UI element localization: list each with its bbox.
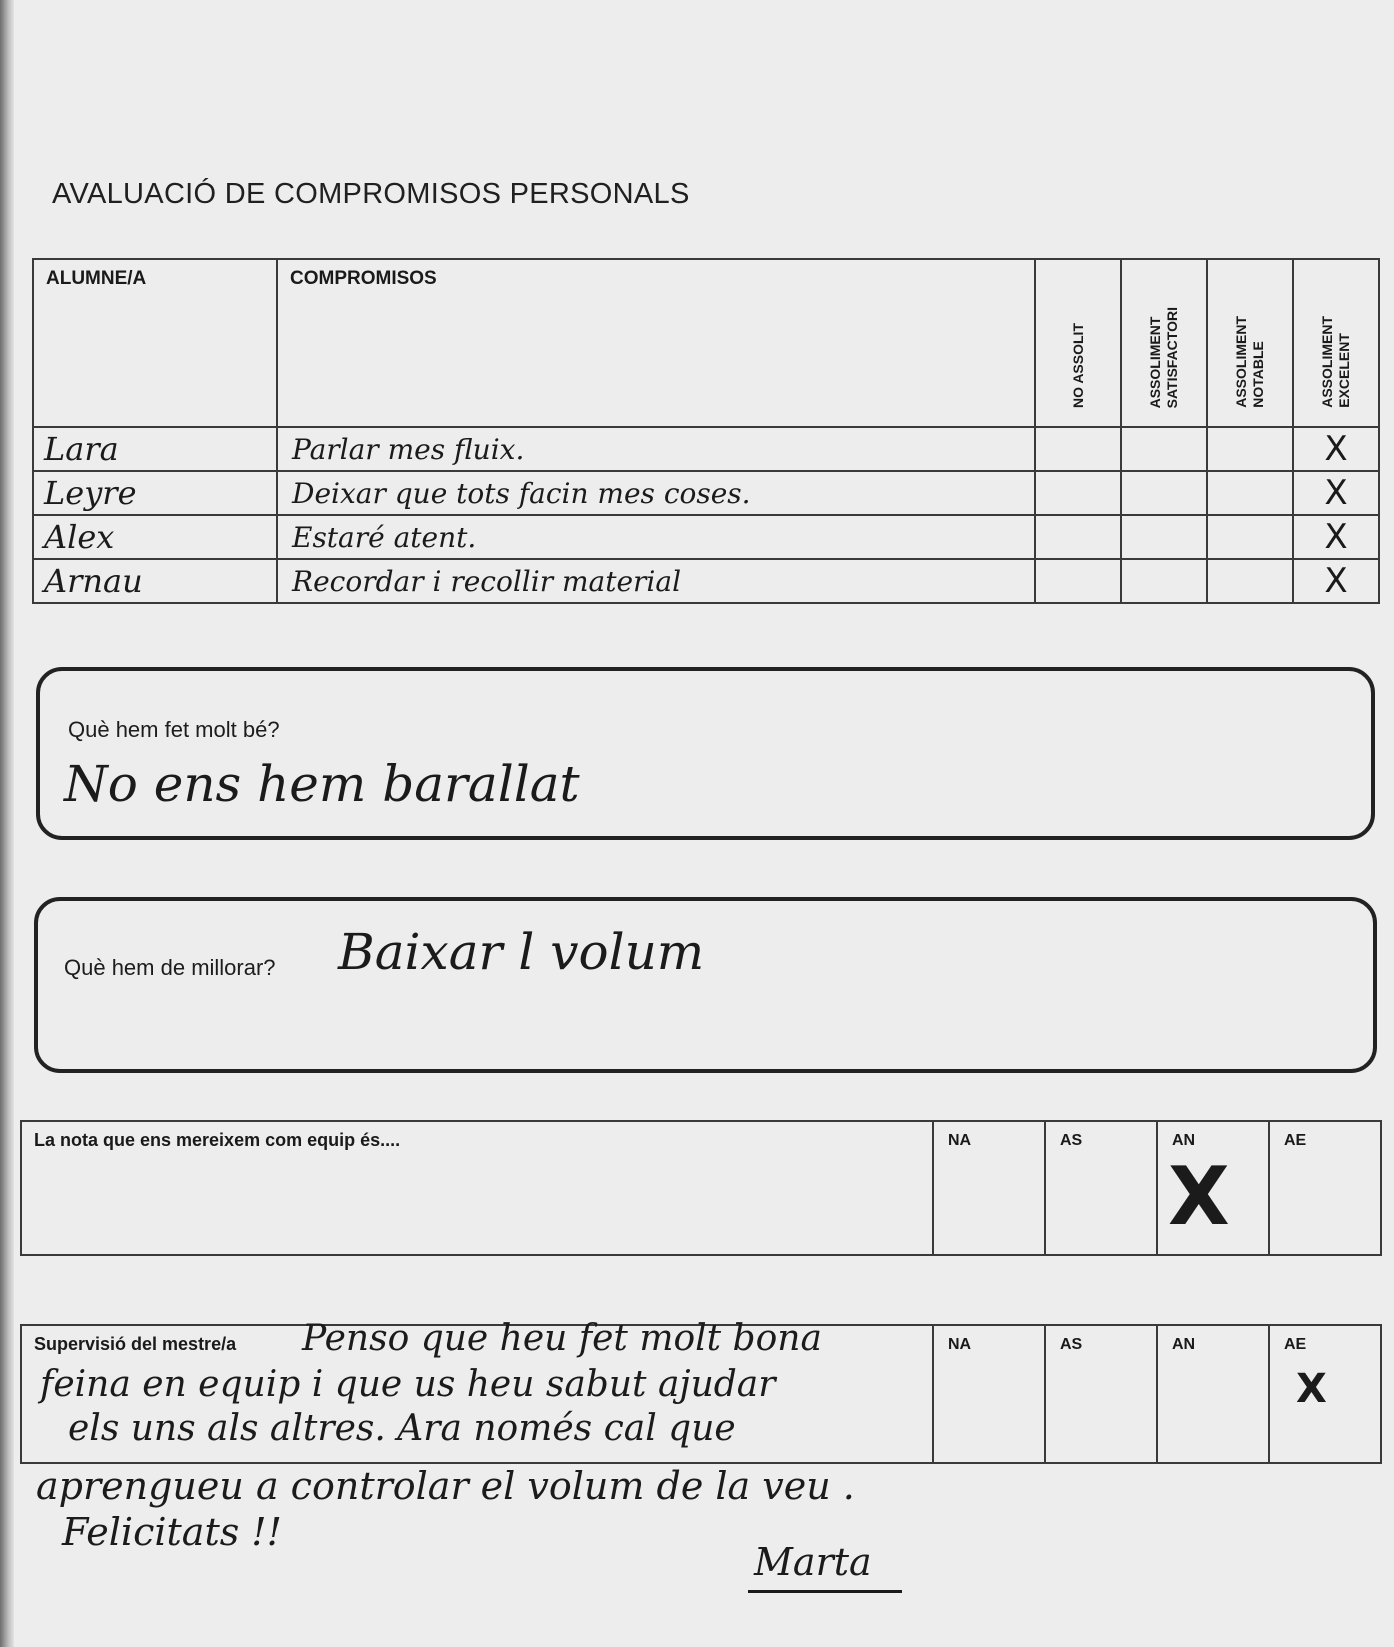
mark-cell (1035, 427, 1121, 471)
commitment-column-header: COMPROMISOS (277, 259, 1035, 427)
table-row (33, 559, 1379, 603)
level-header-text: ASSOLIMENT (1233, 316, 1249, 408)
mark-cell (1207, 427, 1293, 471)
grade-cell-an (1157, 1325, 1269, 1463)
grade-label: AN (1172, 1336, 1196, 1353)
improve-question: Què hem de millorar? (64, 955, 276, 980)
mark-cell: X (1293, 559, 1379, 603)
student-name: Lara (33, 427, 277, 471)
student-name: Alex (33, 515, 277, 559)
table-row (21, 1121, 1381, 1255)
level-header-no-assolit (1035, 259, 1121, 427)
level-header-satisfactori (1121, 259, 1207, 427)
mark-cell (1207, 471, 1293, 515)
level-header-text: NOTABLE (1250, 341, 1266, 408)
teacher-comment-line: Penso que heu fet molt bona (302, 1318, 822, 1359)
grade-cell-an (1157, 1121, 1269, 1255)
table-row (33, 427, 1379, 471)
improve-box (34, 897, 1377, 1073)
mark-cell: X (1293, 515, 1379, 559)
team-grade-question: La nota que ens mereixem com equip és.... (21, 1121, 933, 1255)
level-header-text: SATISFACTORI (1164, 306, 1180, 408)
mark-cell (1121, 515, 1207, 559)
grade-label: AS (1060, 1336, 1083, 1353)
mark-cell (1121, 559, 1207, 603)
student-column-header: ALUMNE/A (33, 259, 277, 427)
done-well-answer: No ens hem barallat (64, 755, 580, 813)
mark-cell (1035, 471, 1121, 515)
grade-label: AE (1284, 1132, 1307, 1149)
teacher-label: Supervisió del mestre/a (34, 1334, 237, 1354)
teacher-signature: Marta (748, 1540, 902, 1593)
improve-answer: Baixar l volum (338, 923, 705, 981)
commitment-text: Recordar i recollir material (277, 559, 1035, 603)
teacher-comment-line: els uns als altres. Ara només cal que (68, 1408, 736, 1449)
mark-cell (1207, 515, 1293, 559)
commitment-text: Estaré atent. (277, 515, 1035, 559)
team-grade-mark: X (1168, 1150, 1230, 1243)
mark-cell (1035, 559, 1121, 603)
grade-cell-na (933, 1121, 1045, 1255)
grade-label: NA (948, 1132, 972, 1149)
level-header-excelent (1293, 259, 1379, 427)
binder-edge (0, 0, 14, 1647)
grade-cell-ae (1269, 1121, 1381, 1255)
teacher-comment-line: feina en equip i que us heu sabut ajudar (40, 1364, 776, 1405)
table-row (33, 471, 1379, 515)
grade-cell-as (1045, 1325, 1157, 1463)
grade-cell-ae (1269, 1325, 1381, 1463)
level-header-notable (1207, 259, 1293, 427)
team-grade-table (20, 1120, 1382, 1256)
mark-cell (1035, 515, 1121, 559)
grade-label: AE (1284, 1336, 1307, 1353)
grade-label: AS (1060, 1132, 1083, 1149)
level-header-text: ASSOLIMENT (1147, 316, 1163, 408)
student-name: Arnau (33, 559, 277, 603)
level-header-text: EXCELENT (1336, 333, 1352, 408)
page-title: AVALUACIÓ DE COMPROMISOS PERSONALS (52, 178, 690, 210)
commitment-text: Parlar mes fluix. (277, 427, 1035, 471)
teacher-grade-mark: X (1296, 1366, 1327, 1412)
mark-cell: X (1293, 427, 1379, 471)
teacher-comment-line: Felicitats !! (62, 1510, 282, 1554)
commitments-header-row (33, 259, 1379, 427)
mark-cell: X (1293, 471, 1379, 515)
grade-cell-na (933, 1325, 1045, 1463)
grade-label: NA (948, 1336, 972, 1353)
done-well-box (36, 667, 1375, 840)
done-well-question: Què hem fet molt bé? (68, 717, 280, 742)
mark-cell (1207, 559, 1293, 603)
level-header-text: ASSOLIMENT (1319, 316, 1335, 408)
table-row (33, 515, 1379, 559)
mark-cell (1121, 471, 1207, 515)
student-name: Leyre (33, 471, 277, 515)
commitment-text: Deixar que tots facin mes coses. (277, 471, 1035, 515)
level-header-text: NO ASSOLIT (1069, 322, 1086, 408)
mark-cell (1121, 427, 1207, 471)
teacher-comment-line: aprengueu a controlar el volum de la veu . (36, 1464, 855, 1508)
grade-label: AN (1172, 1132, 1196, 1149)
commitments-table (32, 258, 1380, 604)
grade-cell-as (1045, 1121, 1157, 1255)
